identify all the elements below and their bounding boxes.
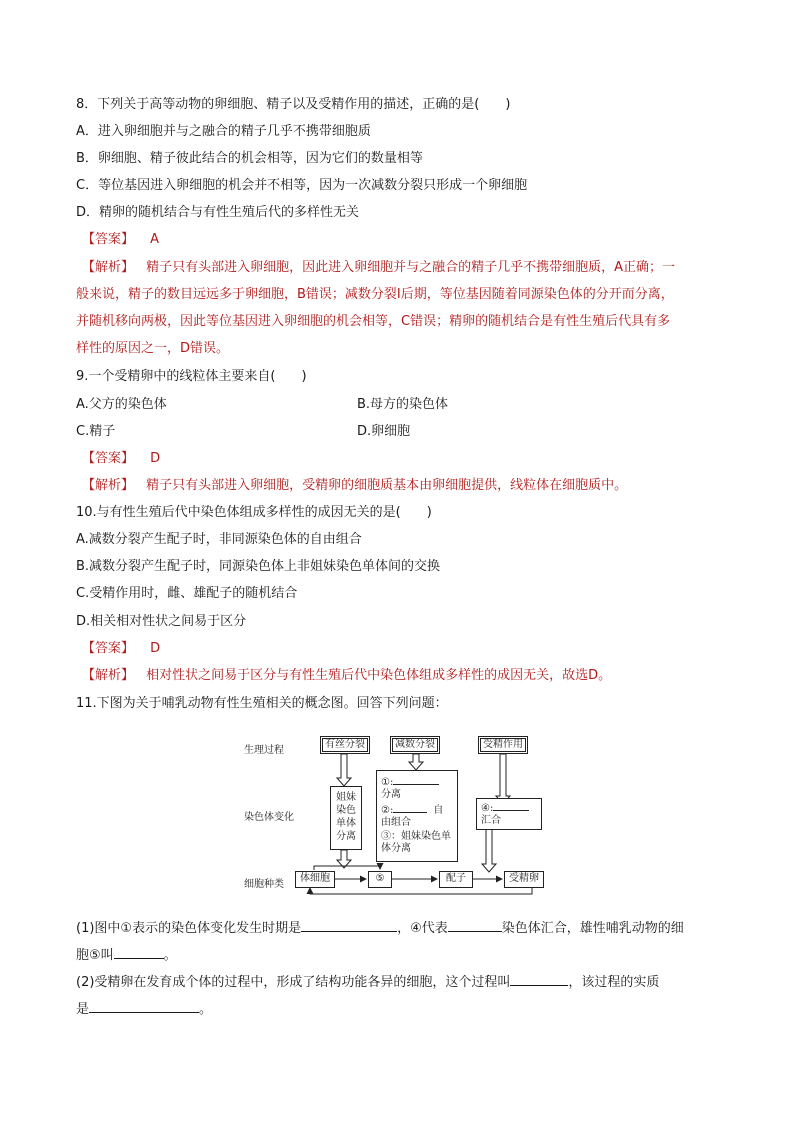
answer-blank-5[interactable] [114, 946, 164, 959]
analysis-label: 【解析】 [82, 260, 135, 275]
meiosis-change-1-num: ①: [381, 777, 394, 788]
q11-sub2-line2 [76, 1000, 212, 1018]
box-zygote: 受精卵 [504, 871, 544, 888]
answer-value: D [150, 451, 161, 466]
q11-stem: 11.下图为关于哺乳动物有性生殖相关的概念图。回答下列问题： [76, 696, 448, 711]
q9-option-c: C.精子 [76, 424, 116, 439]
mitosis-change-line: 染色 [336, 805, 356, 816]
box-meiosis-change [376, 770, 458, 862]
answer-blank-1[interactable] [301, 919, 397, 932]
meiosis-change-3b: 体分离 [381, 843, 411, 854]
meiosis-change-2-num: ②: [381, 805, 394, 816]
answer-blank-essence[interactable] [89, 1000, 199, 1013]
q11-sub2-text-d: 。 [199, 1002, 213, 1017]
analysis-label: 【解析】 [82, 478, 135, 493]
q8-answer [82, 232, 159, 248]
q10-analysis [82, 668, 611, 684]
q11-sub1-text-d: 胞⑤叫 [76, 948, 114, 963]
q11-sub2-line1 [76, 973, 659, 991]
box-fertilization: 受精作用 [478, 736, 528, 754]
q8-option-a: A．进入卵细胞并与之融合的精子几乎不携带细胞质 [76, 124, 371, 139]
box-fert-change [476, 798, 542, 830]
q11-sub2-text-a: (2)受精卵在发育成个体的过程中，形成了结构功能各异的细胞，这个过程叫 [76, 975, 511, 990]
q8-stem: 8．下列关于高等动物的卵细胞、精子以及受精作用的描述，正确的是( ) [76, 97, 511, 112]
answer-label: 【答案】 [82, 232, 135, 247]
q11-sub1-text-c: 染色体汇合，雄性哺乳动物的细 [501, 921, 684, 936]
q11-sub1-line2 [76, 946, 177, 964]
q10-option-b: B.减数分裂产生配子时，同源染色体上非姐妹染色单体间的交换 [76, 559, 441, 574]
box-cell-5: ⑤ [368, 871, 392, 888]
mitosis-change-line: 单体 [336, 818, 356, 829]
q8-option-c: C．等位基因进入卵细胞的机会并不相等，因为一次减数分裂只形成一个卵细胞 [76, 178, 528, 193]
q8-analysis-line4: 样性的原因之一，D错误。 [76, 341, 230, 356]
meiosis-change-1-tail: 分离 [381, 789, 401, 800]
q10-option-c: C.受精作用时，雌、雄配子的随机结合 [76, 586, 298, 601]
box-gamete: 配子 [439, 871, 473, 888]
q8-analysis-line1 [82, 260, 675, 276]
q11-sub1-line1 [76, 919, 684, 937]
q11-sub1-text-b: ，④代表 [397, 921, 448, 936]
q8-analysis-line3: 并随机移向两极，因此等位基因进入卵细胞的机会相等，C错误；精卵的随机结合是有性生殖后代具有多 [76, 314, 671, 329]
concept-diagram [240, 728, 570, 898]
q10-stem: 10.与有性生殖后代中染色体组成多样性的成因无关的是( ) [76, 505, 432, 520]
meiosis-change-2-tail: 由组合 [381, 817, 411, 828]
q10-option-d: D.相关相对性状之间易于区分 [76, 614, 247, 629]
answer-blank-process[interactable] [510, 973, 568, 986]
blank-line [393, 775, 439, 785]
q9-answer [82, 451, 160, 467]
meiosis-change-3a: ③：姐妹染色单 [381, 831, 451, 842]
answer-blank-4[interactable] [448, 919, 502, 932]
blank-line [493, 801, 529, 811]
q10-answer [82, 641, 160, 657]
answer-label: 【答案】 [82, 451, 135, 466]
q11-sub1-text-e: 。 [163, 948, 177, 963]
row-label-chromosome: 染色体变化 [244, 812, 294, 823]
q8-analysis-line2: 般来说，精子的数目远远多于卵细胞，B错误；减数分裂Ⅰ后期，等位基因随着同源染色体的分开而分离， [76, 287, 674, 302]
box-meiosis: 减数分裂 [390, 736, 440, 754]
fert-change-4-num: ④: [481, 803, 494, 814]
meiosis-change-1 [381, 775, 453, 789]
box-mitosis: 有丝分裂 [320, 736, 370, 754]
answer-label: 【答案】 [82, 641, 135, 656]
analysis-text: 精子只有头部进入卵细胞，因此进入卵细胞并与之融合的精子几乎不携带细胞质，A正确；一 [146, 260, 676, 275]
q11-sub1-text-a: (1)图中①表示的染色体变化发生时期是 [76, 921, 302, 936]
q9-option-a: A.父方的染色体 [76, 397, 167, 412]
blank-line [393, 803, 427, 813]
meiosis-change-2-mid: 自 [433, 805, 444, 816]
box-somatic-cell: 体细胞 [295, 871, 335, 888]
analysis-text: 精子只有头部进入卵细胞，受精卵的细胞质基本由卵细胞提供，线粒体在细胞质中。 [146, 478, 628, 493]
fert-change-4-tail: 汇合 [481, 815, 501, 826]
row-label-process: 生理过程 [244, 745, 284, 756]
analysis-label: 【解析】 [82, 668, 135, 683]
box-mitosis-change [330, 786, 362, 850]
meiosis-change-2 [381, 803, 453, 817]
mitosis-change-line: 分离 [336, 831, 356, 842]
q11-sub2-text-b: ，该过程的实质 [568, 975, 660, 990]
q9-stem: 9.一个受精卵中的线粒体主要来自( ) [76, 369, 307, 384]
fert-change-4 [481, 801, 537, 815]
mitosis-change-line: 姐妹 [336, 792, 356, 803]
answer-value: A [150, 232, 160, 247]
q9-options-row1 [76, 397, 167, 413]
q9-option-d: D.卵细胞 [357, 424, 411, 439]
row-label-cell-type: 细胞种类 [244, 879, 284, 890]
q9-analysis [82, 478, 627, 494]
q9-option-b: B.母方的染色体 [357, 397, 449, 412]
q8-option-d: D．精卵的随机结合与有性生殖后代的多样性无关 [76, 205, 360, 220]
analysis-text: 相对性状之间易于区分与有性生殖后代中染色体组成多样性的成因无关，故选D。 [146, 668, 612, 683]
q11-sub2-text-c: 是 [76, 1002, 90, 1017]
q8-option-b: B．卵细胞、精子彼此结合的机会相等，因为它们的数量相等 [76, 151, 423, 166]
q10-option-a: A.减数分裂产生配子时，非同源染色体的自由组合 [76, 532, 362, 547]
answer-value: D [150, 641, 161, 656]
